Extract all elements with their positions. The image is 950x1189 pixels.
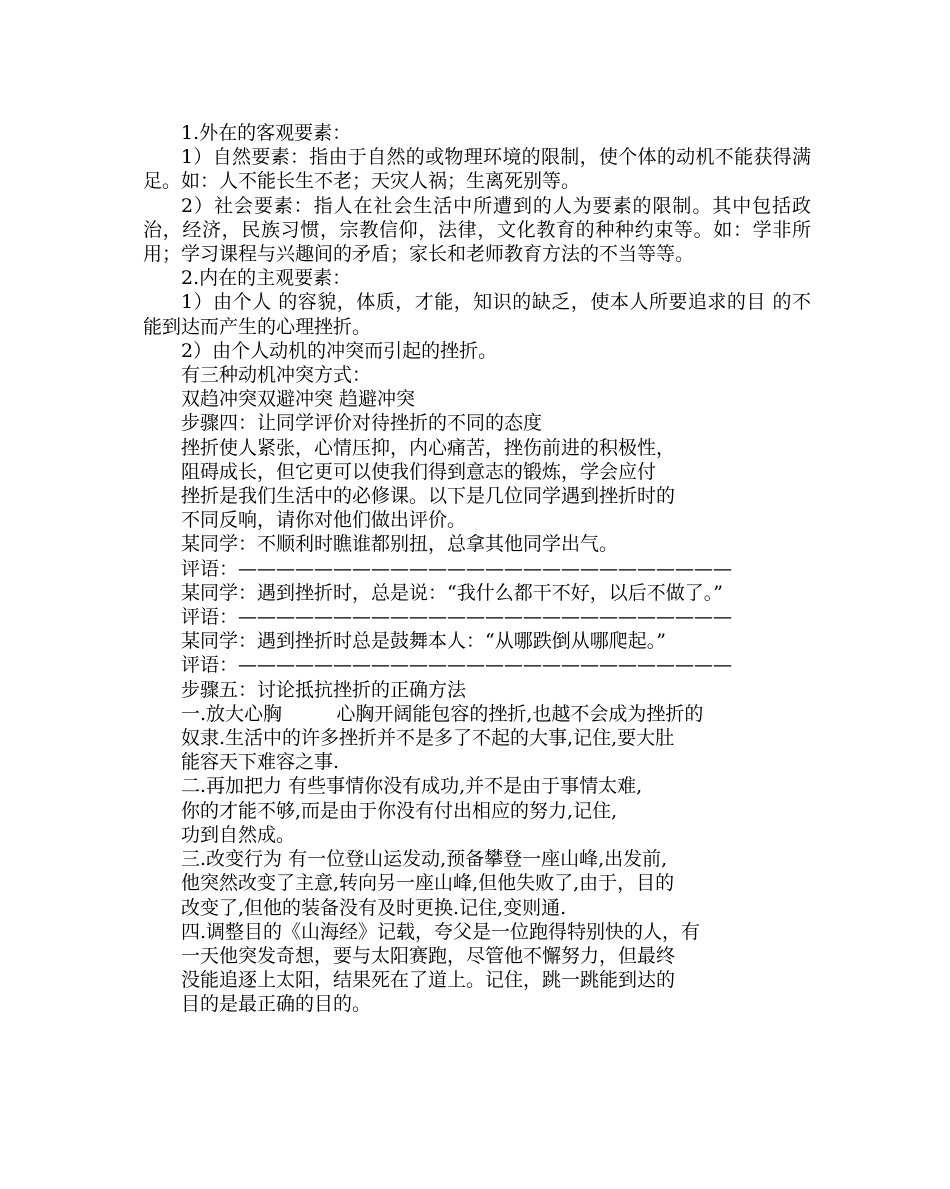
section-heading-external: 1.外在的客观要素： (181, 122, 352, 144)
paragraph-motive-conflict: 2）由个人动机的冲突而引起的挫折。 (181, 339, 498, 362)
text-line: 阻碍成长，但它更可以使我们得到意志的锻炼，学会应付 (181, 460, 657, 483)
step-five-heading: 步骤五：讨论抵抗挫折的正确方法 (181, 678, 467, 701)
text-line: 改变了,但他的装备没有及时更换.记住,变则通. (181, 896, 567, 919)
paragraph-social-factors: 2）社会要素：指人在社会生活中所遭到的人为要素的限制。其中包括政治，经济，民族习惯，宗教信仰，法律，文化教育的种种约束等。如：学非所用；学习课程与兴趣间的矛盾；家长和老师教育方法的不当等等。 (143, 194, 811, 266)
text-line: 挫折使人紧张，心情压抑，内心痛苦，挫伤前进的积极性， (181, 436, 676, 459)
paragraph-personal-deficiency: 1）由个人 的容貌，体质，才能，知识的缺乏，使本人所要追求的目 的不能到达而产生的心理挫折。 (143, 291, 811, 338)
section-heading-internal: 2.内在的主观要素： (181, 267, 352, 290)
text-line: 能容天下难容之事. (181, 751, 340, 774)
text-line: 一天他突发奇想，要与太阳赛跑，尽管他不懈努力，但最终 (181, 944, 676, 967)
method-one-line: 一.放大心胸 心胸开阔能包容的挫折,也越不会成为挫折的 (181, 702, 704, 725)
text-line: 挫折是我们生活中的必修课。以下是几位同学遇到挫折时的 (181, 485, 676, 508)
text-line: 你的才能不够,而是由于你没有付出相应的努力,记住, (181, 799, 618, 822)
student-case-2: 某同学：遇到挫折时，总是说：“我什么都干不好，以后不做了。” (181, 581, 723, 604)
text-line: 奴隶.生活中的许多挫折并不是多了不起的大事,记住,要大肚 (181, 727, 675, 750)
paragraph-natural-factors: 1）自然要素：指由于自然的或物理环境的限制，使个体的动机不能获得满足。如：人不能长生不老；天灾人祸；生离死别等。 (143, 146, 811, 193)
paragraph-conflict-types-intro: 有三种动机冲突方式： (181, 364, 372, 387)
student-case-1: 某同学：不顺利时瞧谁都别扭，总拿其他同学出气。 (181, 533, 619, 556)
method-two-line: 二.再加把力 有些事情你没有成功,并不是由于事情太难, (181, 775, 643, 798)
comment-line-2: 评语：—————————————————————————— (181, 606, 733, 629)
text-line: 不同反响，请你对他们做出评价。 (181, 509, 467, 532)
text-line: 没能追逐上太阳，结果死在了道上。记住，跳一跳能到达的 (181, 969, 676, 992)
step-four-heading: 步骤四：让同学评价对待挫折的不同的态度 (181, 412, 543, 435)
text-line: 目的是最正确的目的。 (181, 993, 372, 1016)
document-body (143, 121, 811, 1017)
text-line: 他突然改变了主意,转向另一座山峰,但他失败了,由于，目的 (181, 872, 675, 895)
comment-line-3: 评语：—————————————————————————— (181, 654, 733, 677)
paragraph-conflict-types: 双趋冲突双避冲突 趋避冲突 (181, 388, 416, 411)
comment-line-1: 评语：—————————————————————————— (181, 557, 733, 580)
method-three-line: 三.改变行为 有一位登山运发动,预备攀登一座山峰,出发前, (181, 848, 668, 871)
student-case-3: 某同学：遇到挫折时总是鼓舞本人：“从哪跌倒从哪爬起。” (181, 630, 666, 653)
text-line: 功到自然成。 (181, 823, 296, 846)
method-four-line: 四.调整目的《山海经》记载，夸父是一位跑得特别快的人，有 (181, 920, 701, 943)
